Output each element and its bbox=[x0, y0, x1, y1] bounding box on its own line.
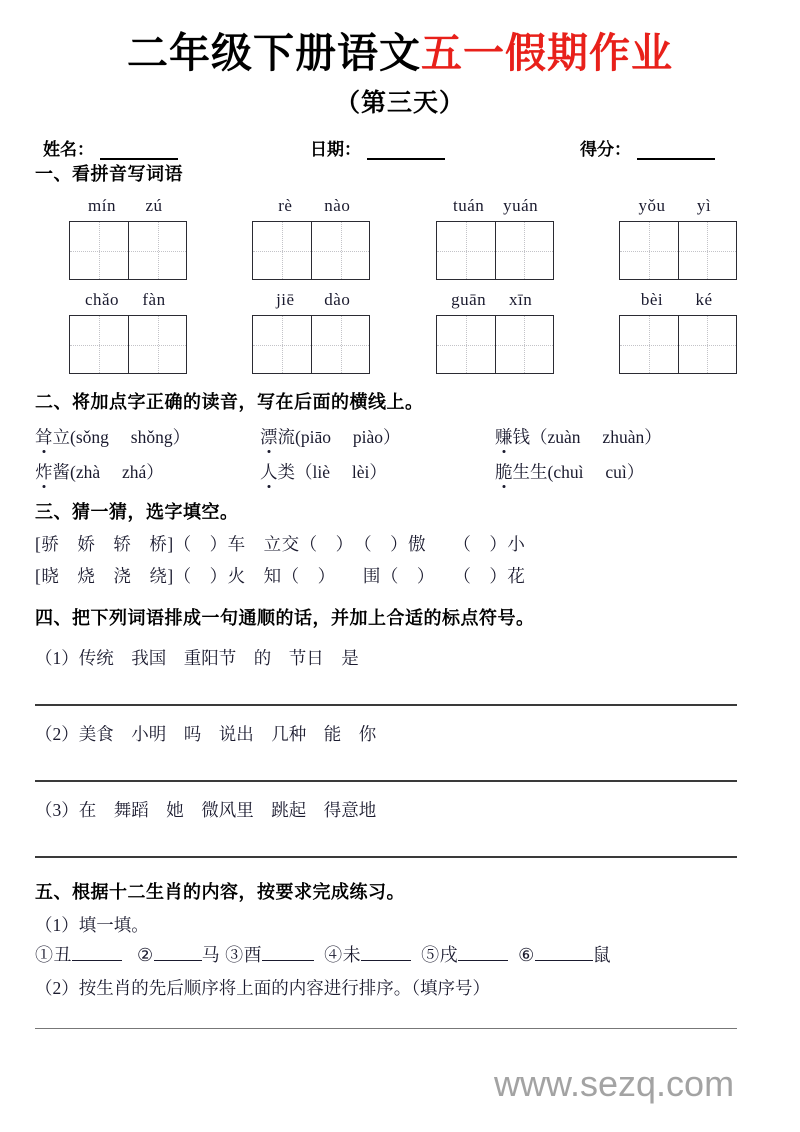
section-3-row-2[interactable]: [晓 烧 浇 绕]（ ）火 知（ ） 围（ ） （ ）花 bbox=[35, 566, 526, 587]
pinyin-item bbox=[603, 196, 753, 280]
tianzige-cell[interactable] bbox=[128, 222, 186, 279]
pinyin-item bbox=[420, 196, 570, 280]
zodiac-marker: ④ bbox=[324, 945, 343, 966]
date-field[interactable] bbox=[310, 135, 445, 160]
pinyin-syllable: tuán bbox=[453, 196, 485, 216]
pinyin-syllable: jiē bbox=[276, 290, 295, 310]
reading-choice-item[interactable] bbox=[495, 459, 644, 484]
pinyin-syllable: mín bbox=[88, 196, 116, 216]
pinyin-item bbox=[420, 290, 570, 374]
reading-text: 类（liè bbox=[277, 462, 330, 483]
zodiac-marker: ⑥ bbox=[518, 945, 535, 966]
pinyin-label bbox=[603, 196, 753, 218]
tianzige-box[interactable] bbox=[619, 221, 737, 280]
reading-choice-item[interactable] bbox=[35, 424, 260, 449]
answer-line-final[interactable] bbox=[35, 1028, 737, 1029]
zodiac-marker: ② bbox=[137, 945, 154, 966]
tianzige-cell[interactable] bbox=[495, 222, 553, 279]
pinyin-syllable: bèi bbox=[640, 290, 664, 310]
emphasis-dotted-char: 漂 bbox=[260, 424, 278, 449]
date-label: 日期： bbox=[310, 140, 361, 160]
emphasis-dotted-char: 耸 bbox=[35, 424, 53, 449]
pinyin-syllable: dào bbox=[324, 290, 351, 310]
tianzige-cell[interactable] bbox=[311, 222, 369, 279]
section-3 bbox=[35, 498, 765, 588]
tianzige-cell[interactable] bbox=[70, 316, 128, 373]
section-4-item-1: （1）传统 我国 重阳节 的 节日 是 bbox=[35, 648, 359, 669]
tianzige-box[interactable] bbox=[436, 221, 554, 280]
reading-text-tail: lèi） bbox=[351, 462, 387, 483]
page-subtitle: （第三天） bbox=[334, 90, 465, 118]
pinyin-item bbox=[603, 290, 753, 374]
reading-text: 流(piāo bbox=[277, 427, 331, 448]
tianzige-cell[interactable] bbox=[678, 316, 736, 373]
tianzige-box[interactable] bbox=[69, 315, 187, 374]
reading-text-tail: shǒng） bbox=[130, 427, 191, 448]
answer-line[interactable] bbox=[35, 780, 737, 782]
section-2-heading: 二、将加点字正确的读音，写在后面的横线上。 bbox=[35, 392, 424, 413]
reading-choice-item[interactable] bbox=[35, 459, 260, 484]
zodiac-blank[interactable] bbox=[458, 945, 508, 961]
zodiac-blank[interactable] bbox=[72, 945, 122, 961]
section-4 bbox=[35, 604, 765, 858]
zodiac-row[interactable] bbox=[35, 941, 765, 967]
reading-choice-item[interactable] bbox=[260, 459, 495, 484]
zodiac-blank[interactable] bbox=[535, 945, 593, 961]
reading-text-tail: zhuàn） bbox=[602, 427, 662, 448]
section-2-line-1 bbox=[35, 424, 765, 449]
tianzige-cell[interactable] bbox=[70, 222, 128, 279]
pinyin-row-1 bbox=[35, 196, 765, 280]
pinyin-syllable: yǒu bbox=[638, 196, 666, 216]
zodiac-marker: ⑤ bbox=[421, 945, 440, 966]
emphasis-dotted-char: 脆 bbox=[495, 459, 513, 484]
name-label: 姓名： bbox=[43, 140, 94, 160]
name-field[interactable] bbox=[43, 135, 178, 160]
zodiac-char: 酉 bbox=[243, 945, 263, 966]
answer-line[interactable] bbox=[35, 856, 737, 858]
reading-choice-item[interactable] bbox=[495, 424, 662, 449]
zodiac-char: 丑 bbox=[53, 945, 72, 966]
pinyin-grid-block bbox=[35, 196, 765, 374]
pinyin-syllable: fàn bbox=[142, 290, 166, 310]
section-4-heading: 四、把下列词语排成一句通顺的话，并加上合适的标点符号。 bbox=[35, 608, 535, 629]
section-5-heading: 五、根据十二生肖的内容，按要求完成练习。 bbox=[35, 882, 405, 903]
tianzige-cell[interactable] bbox=[311, 316, 369, 373]
zodiac-blank[interactable] bbox=[262, 945, 314, 961]
reading-text: 酱(zhà bbox=[52, 462, 101, 483]
tianzige-box[interactable] bbox=[252, 315, 370, 374]
section-4-item-2: （2）美食 小明 吗 说出 几种 能 你 bbox=[35, 724, 377, 745]
section-5 bbox=[35, 878, 765, 1029]
tianzige-cell[interactable] bbox=[437, 222, 495, 279]
pinyin-syllable: yì bbox=[696, 196, 712, 216]
pinyin-label bbox=[420, 196, 570, 218]
section-3-heading: 三、猜一猜，选字填空。 bbox=[35, 502, 239, 523]
zodiac-blank[interactable] bbox=[154, 945, 202, 961]
section-2 bbox=[35, 388, 765, 484]
reading-text-tail: cuì） bbox=[605, 462, 645, 483]
reading-text-tail: zhá） bbox=[122, 462, 164, 483]
reading-text: 立(sǒng bbox=[52, 427, 109, 448]
header-fields bbox=[35, 135, 765, 160]
tianzige-cell[interactable] bbox=[253, 316, 311, 373]
reading-text-tail: piào） bbox=[352, 427, 401, 448]
page-title bbox=[35, 30, 765, 77]
pinyin-label bbox=[53, 196, 203, 218]
emphasis-dotted-char: 人 bbox=[260, 459, 278, 484]
section-5-sub-2: （2）按生肖的先后顺序将上面的内容进行排序。（填序号） bbox=[35, 978, 490, 999]
watermark: www.sezq.com bbox=[494, 1063, 735, 1104]
tianzige-cell[interactable] bbox=[437, 316, 495, 373]
zodiac-char: 未 bbox=[342, 945, 362, 966]
pinyin-item bbox=[236, 196, 386, 280]
reading-text: 钱（zuàn bbox=[512, 427, 581, 448]
reading-choice-item[interactable] bbox=[260, 424, 495, 449]
answer-line[interactable] bbox=[35, 704, 737, 706]
section-4-item-3: （3）在 舞蹈 她 微风里 跳起 得意地 bbox=[35, 800, 377, 821]
title-block bbox=[35, 0, 765, 119]
zodiac-char: 鼠 bbox=[592, 945, 612, 966]
pinyin-syllable: chǎo bbox=[84, 290, 120, 310]
pinyin-syllable: zú bbox=[145, 196, 163, 216]
title-red-part: 五一假期作业 bbox=[421, 30, 673, 76]
section-3-row-1[interactable]: [骄 娇 轿 桥]（ ）车 立交（ ） （ ）傲 （ ）小 bbox=[35, 534, 526, 555]
pinyin-syllable: rè bbox=[278, 196, 293, 216]
pinyin-item bbox=[236, 290, 386, 374]
tianzige-cell[interactable] bbox=[620, 222, 678, 279]
tianzige-cell[interactable] bbox=[128, 316, 186, 373]
pinyin-item bbox=[53, 290, 203, 374]
date-blank[interactable] bbox=[367, 144, 445, 160]
name-blank[interactable] bbox=[100, 144, 178, 160]
tianzige-box[interactable] bbox=[252, 221, 370, 280]
reading-text: 生生(chuì bbox=[512, 462, 584, 483]
tianzige-cell[interactable] bbox=[678, 222, 736, 279]
zodiac-char: 戌 bbox=[439, 945, 459, 966]
pinyin-item bbox=[53, 196, 203, 280]
section-2-line-2 bbox=[35, 459, 765, 484]
pinyin-syllable: xīn bbox=[509, 290, 533, 310]
tianzige-box[interactable] bbox=[69, 221, 187, 280]
section-1 bbox=[35, 160, 765, 374]
pinyin-label bbox=[236, 290, 386, 312]
zodiac-marker: ③ bbox=[225, 945, 244, 966]
score-field[interactable] bbox=[580, 135, 715, 160]
pinyin-syllable: guān bbox=[451, 290, 487, 310]
score-label: 得分： bbox=[580, 140, 631, 160]
tianzige-box[interactable] bbox=[436, 315, 554, 374]
zodiac-blank[interactable] bbox=[361, 945, 411, 961]
pinyin-label bbox=[603, 290, 753, 312]
tianzige-cell[interactable] bbox=[253, 222, 311, 279]
emphasis-dotted-char: 炸 bbox=[35, 459, 53, 484]
tianzige-box[interactable] bbox=[619, 315, 737, 374]
section-1-heading: 一、看拼音写词语 bbox=[35, 164, 183, 185]
tianzige-cell[interactable] bbox=[495, 316, 553, 373]
tianzige-cell[interactable] bbox=[620, 316, 678, 373]
pinyin-syllable: yuán bbox=[503, 196, 539, 216]
title-black-part: 二年级下册语文 bbox=[127, 30, 421, 76]
score-blank[interactable] bbox=[637, 144, 715, 160]
emphasis-dotted-char: 赚 bbox=[495, 424, 513, 449]
zodiac-char: 马 bbox=[201, 945, 221, 966]
pinyin-syllable: nào bbox=[324, 196, 351, 216]
pinyin-syllable: ké bbox=[695, 290, 713, 310]
pinyin-label bbox=[53, 290, 203, 312]
section-5-sub-1: （1）填一填。 bbox=[35, 915, 149, 936]
pinyin-label bbox=[420, 290, 570, 312]
pinyin-row-2 bbox=[35, 290, 765, 374]
pinyin-label bbox=[236, 196, 386, 218]
zodiac-marker: ① bbox=[35, 945, 54, 966]
